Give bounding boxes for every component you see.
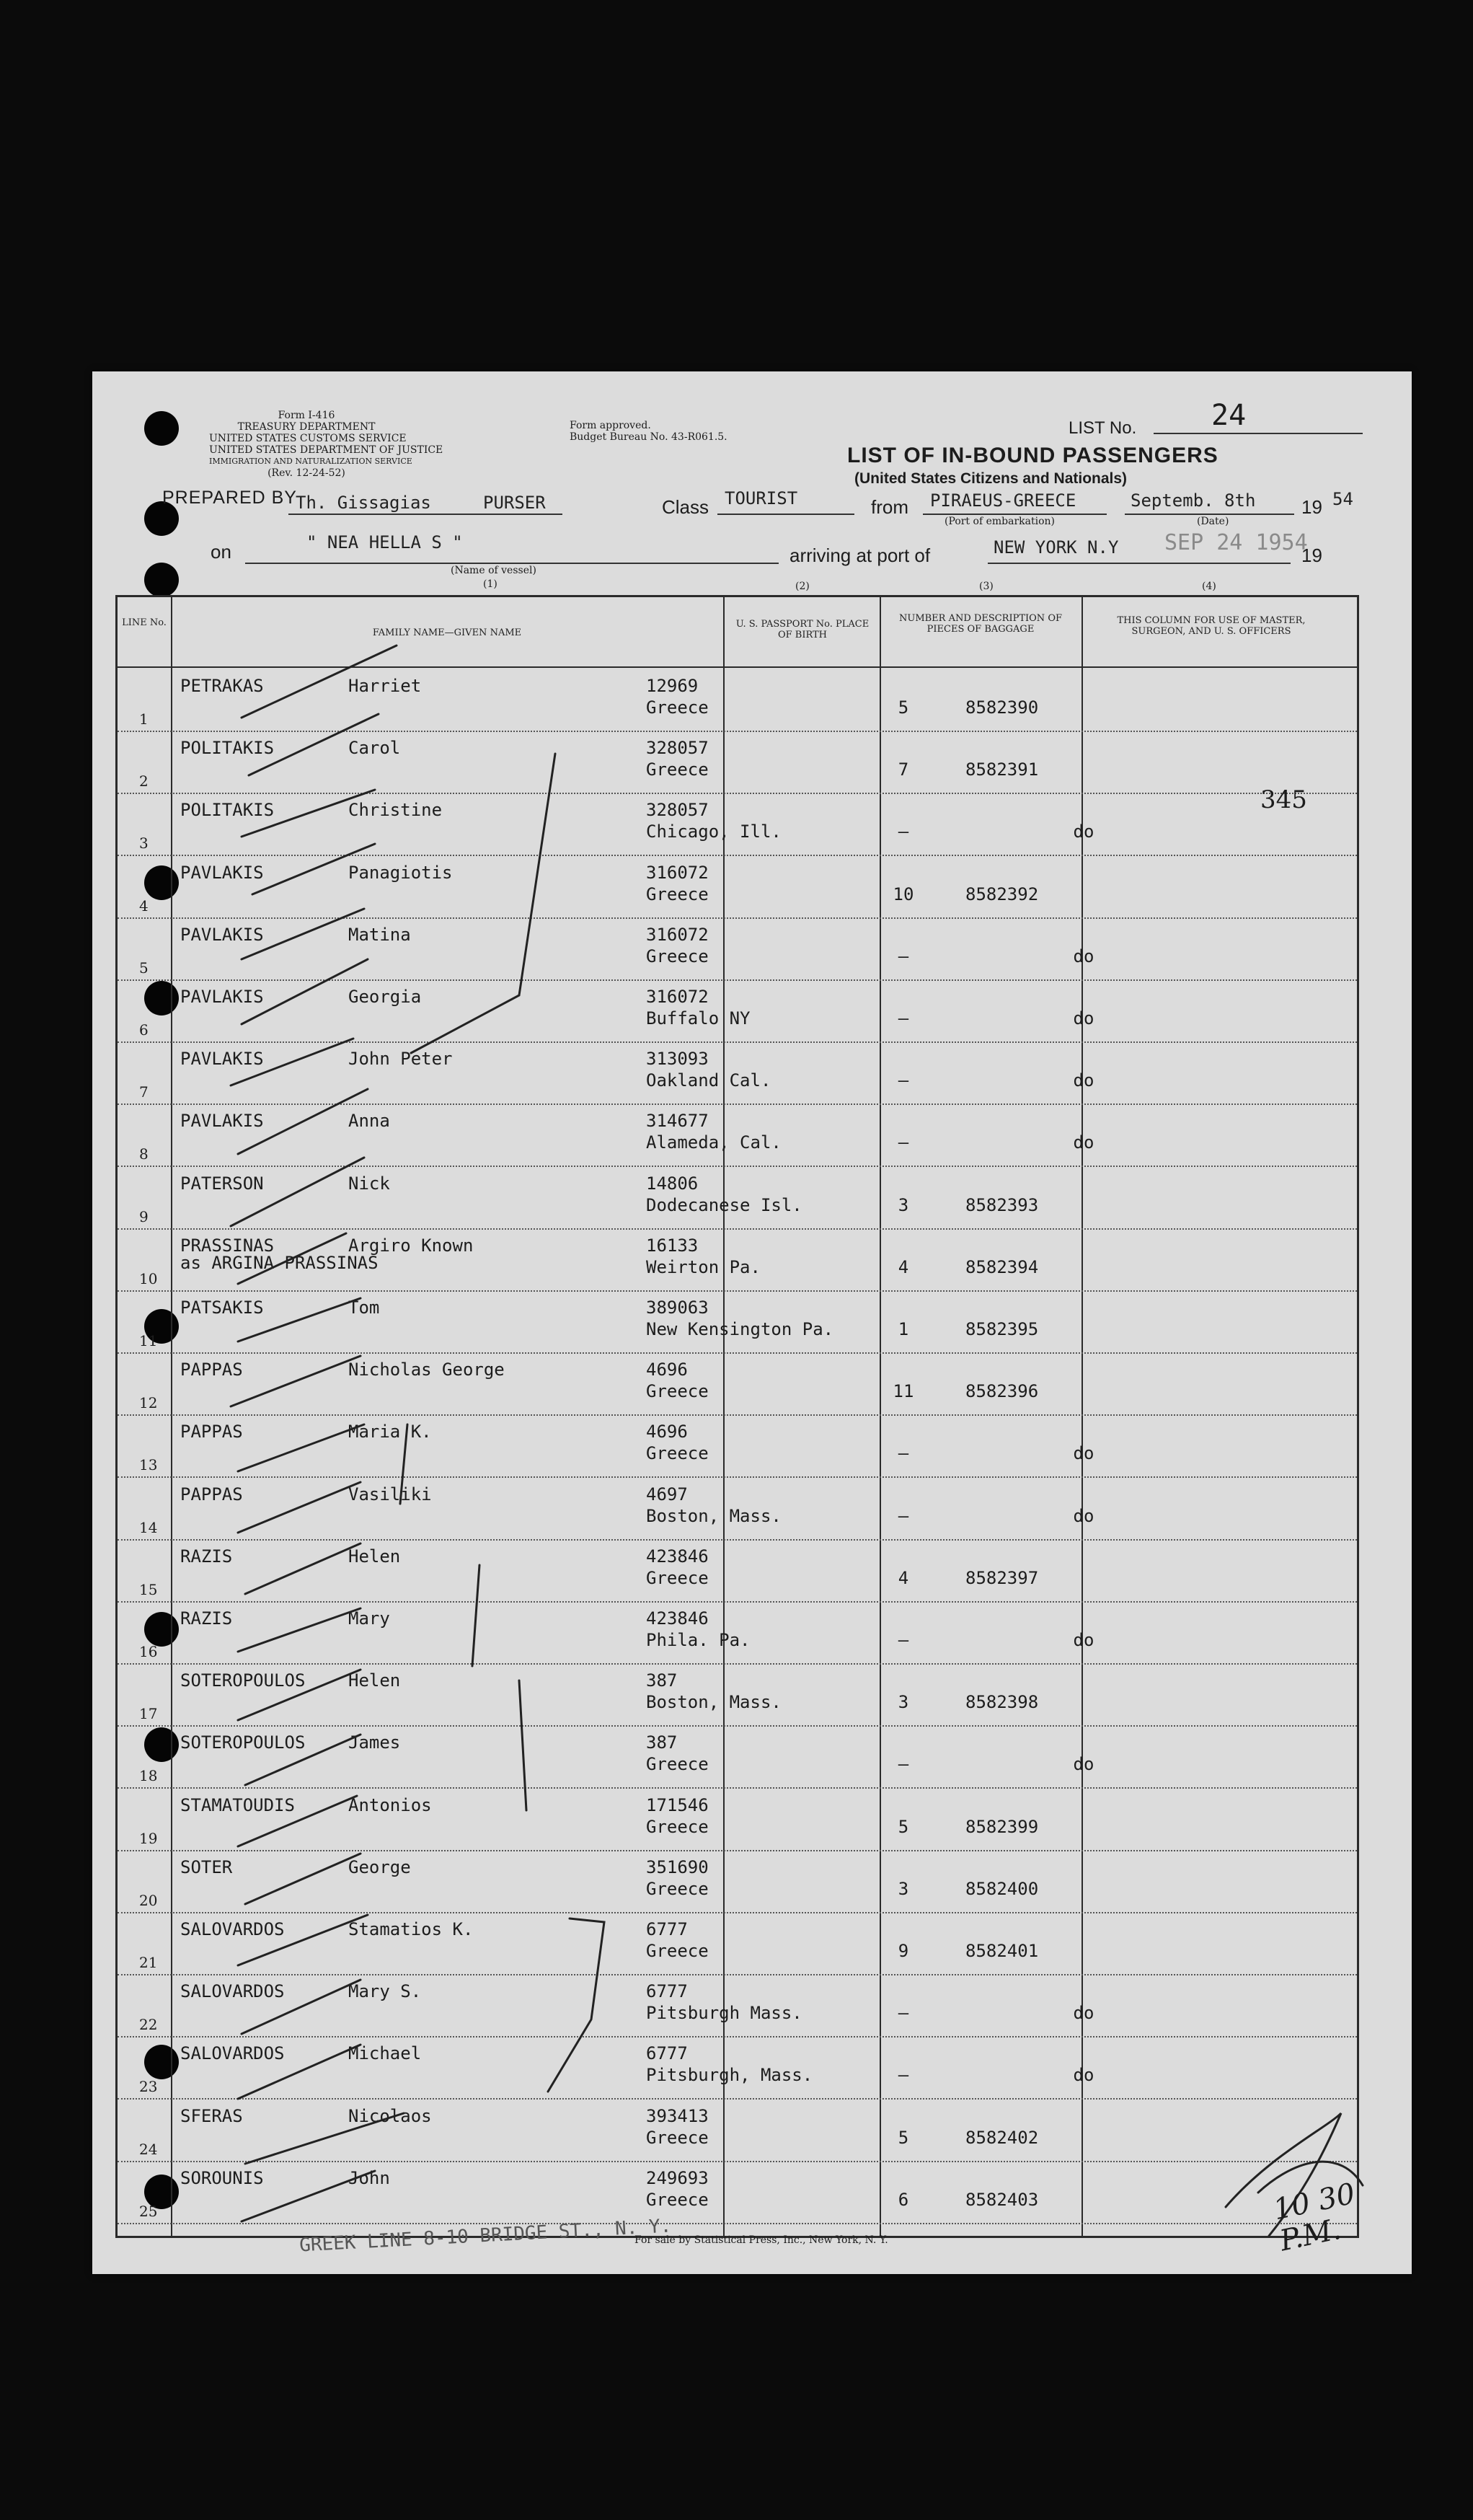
given-name: Michael: [348, 2043, 422, 2064]
passport-number: 316072: [646, 924, 709, 945]
line-number: 13: [139, 1456, 158, 1474]
place-of-birth: Greece: [646, 884, 709, 904]
passport-number: 6777: [646, 1981, 688, 2002]
vessel-name: " NEA HELLA S ": [306, 532, 463, 552]
baggage-count: –: [898, 2003, 909, 2024]
given-name: Mary S.: [348, 1981, 422, 2002]
given-name: Antonios: [348, 1794, 432, 1815]
line-number: 14: [139, 1518, 158, 1536]
officer-number: 8582396: [965, 1381, 1039, 1402]
name-note: as ARGINA PRASSINAS: [180, 1252, 379, 1273]
baggage-count: 11: [893, 1381, 914, 1402]
on-label: on: [211, 541, 231, 563]
officer-number: do: [1073, 2065, 1094, 2086]
place-of-birth: Greece: [646, 1754, 709, 1775]
family-name: PAVLAKIS: [180, 924, 264, 945]
officer-number: 8582395: [965, 1319, 1039, 1339]
baggage-count: –: [898, 1630, 909, 1650]
baggage-count: –: [898, 1008, 909, 1028]
family-name: SOTEROPOULOS: [180, 1670, 306, 1691]
form-title: LIST OF IN-BOUND PASSENGERS: [847, 444, 1218, 467]
year-value: 54: [1332, 489, 1353, 509]
place-of-birth: Greece: [646, 697, 709, 718]
place-of-birth: Alameda, Cal.: [646, 1132, 782, 1153]
header-baggage: NUMBER AND DESCRIPTION OF PIECES OF BAGGAGE: [898, 613, 1062, 635]
given-name: Matina: [348, 924, 411, 945]
given-name: Carol: [348, 738, 401, 759]
officer-number: 8582403: [965, 2189, 1039, 2210]
baggage-count: 5: [898, 697, 909, 718]
officer-number: 8582394: [965, 1256, 1039, 1277]
officer-number: 8582392: [965, 884, 1039, 904]
line-number: 16: [139, 1643, 158, 1660]
printer-note: For sale by Statistical Press, Inc., New York, N. Y.: [634, 2234, 888, 2246]
place-of-birth: Weirton Pa.: [646, 1256, 761, 1277]
header-line-no: LINE No.: [122, 617, 167, 628]
passport-number: 4696: [646, 1360, 688, 1380]
line-number: 15: [139, 1580, 158, 1598]
passport-number: 316072: [646, 987, 709, 1007]
place-of-birth: Buffalo NY: [646, 1008, 751, 1028]
passport-number: 328057: [646, 738, 709, 759]
baggage-count: 5: [898, 2127, 909, 2148]
officer-number: 8582398: [965, 1692, 1039, 1713]
family-name: PETRAKAS: [180, 676, 264, 696]
given-name: Tom: [348, 1298, 380, 1318]
passport-number: 316072: [646, 862, 709, 883]
col-number-4: (4): [1202, 581, 1216, 592]
officer-number: do: [1073, 1754, 1094, 1775]
baggage-count: 6: [898, 2189, 909, 2210]
baggage-count: –: [898, 1505, 909, 1526]
baggage-count: 9: [898, 1941, 909, 1961]
given-name: Nicolaos: [348, 2105, 432, 2126]
given-name: Helen: [348, 1546, 401, 1567]
line-number: 1: [139, 710, 149, 728]
budget-bureau: Budget Bureau No. 43-R061.5.: [570, 431, 727, 443]
date-value: Septemb. 8th: [1131, 490, 1256, 511]
baggage-count: –: [898, 821, 909, 842]
passport-number: 171546: [646, 1794, 709, 1815]
form-approved: Form approved.: [570, 420, 651, 431]
given-name: Nicholas George: [348, 1360, 505, 1380]
baggage-count: –: [898, 1132, 909, 1153]
passport-number: 387: [646, 1670, 678, 1691]
given-name: John: [348, 2167, 390, 2188]
place-of-birth: Greece: [646, 2189, 709, 2210]
officer-number: do: [1073, 946, 1094, 966]
line-number: 2: [139, 772, 149, 790]
place-of-birth: Boston, Mass.: [646, 1692, 782, 1713]
col-number-2: (2): [795, 581, 810, 592]
line-number: 10: [139, 1269, 158, 1287]
place-of-birth: New Kensington Pa.: [646, 1319, 834, 1339]
passport-number: 387: [646, 1732, 678, 1753]
given-name: Helen: [348, 1670, 401, 1691]
given-name: Harriet: [348, 676, 422, 696]
greek-line-stamp: GREEK LINE 8-10 BRIDGE ST., N. Y.: [298, 2215, 672, 2257]
given-name: Panagiotis: [348, 862, 453, 883]
from-value: PIRAEUS-GREECE: [930, 490, 1076, 511]
year-prefix-arrival: 19: [1301, 545, 1322, 566]
from-label: from: [871, 496, 908, 518]
given-name: Vasiliki: [348, 1484, 432, 1504]
given-name: John Peter: [348, 1049, 453, 1070]
officer-number: do: [1073, 1070, 1094, 1091]
given-name: James: [348, 1732, 401, 1753]
handwritten-time: 10 30 P.M.: [1270, 2177, 1358, 2258]
baggage-count: 5: [898, 1816, 909, 1837]
prepared-by-title: PURSER: [483, 493, 546, 513]
line-number: 22: [139, 2016, 158, 2034]
family-name: POLITAKIS: [180, 800, 275, 821]
line-number: 23: [139, 2078, 158, 2096]
arrival-port: NEW YORK N.Y: [994, 537, 1119, 558]
list-no-value: 24: [1211, 399, 1247, 432]
place-of-birth: Chicago, Ill.: [646, 821, 782, 842]
given-name: Christine: [348, 800, 443, 821]
list-no-label: LIST No.: [1069, 418, 1137, 438]
margin-note: 345: [1260, 785, 1307, 815]
baggage-count: –: [898, 2065, 909, 2086]
baggage-count: 1: [898, 1319, 909, 1339]
year-prefix: 19: [1301, 496, 1322, 518]
passport-number: 12969: [646, 676, 699, 696]
officer-number: 8582401: [965, 1941, 1039, 1961]
passport-number: 249693: [646, 2167, 709, 2188]
passport-number: 351690: [646, 1856, 709, 1877]
passport-number: 393413: [646, 2105, 709, 2126]
officer-number: do: [1073, 1008, 1094, 1028]
family-name: PAVLAKIS: [180, 1049, 264, 1070]
given-name: Stamatios K.: [348, 1919, 474, 1939]
family-name: SALOVARDOS: [180, 1919, 285, 1939]
officer-number: do: [1073, 2003, 1094, 2024]
baggage-count: 4: [898, 1256, 909, 1277]
family-name: PATERSON: [180, 1173, 264, 1194]
line-number: 17: [139, 1705, 158, 1723]
family-name: SOROUNIS: [180, 2167, 264, 2188]
line-number: 25: [139, 2202, 158, 2220]
baggage-count: 10: [893, 884, 914, 904]
baggage-count: –: [898, 946, 909, 966]
line-number: 24: [139, 2140, 158, 2158]
revision-line: (Rev. 12-24-52): [267, 467, 345, 479]
passport-number: 423846: [646, 1608, 709, 1629]
passport-number: 6777: [646, 1919, 688, 1939]
family-name: SOTEROPOULOS: [180, 1732, 306, 1753]
line-number: 12: [139, 1394, 158, 1412]
place-of-birth: Greece: [646, 759, 709, 780]
officer-number: 8582390: [965, 697, 1039, 718]
passport-number: 16133: [646, 1235, 699, 1256]
place-of-birth: Greece: [646, 1567, 709, 1588]
baggage-count: 3: [898, 1878, 909, 1899]
line-number: 5: [139, 959, 149, 977]
baggage-count: 4: [898, 1567, 909, 1588]
officer-number: do: [1073, 821, 1094, 842]
family-name: SFERAS: [180, 2105, 243, 2126]
officer-number: do: [1073, 1132, 1094, 1153]
date-caption: (Date): [1197, 516, 1229, 527]
prepared-by-label: PREPARED BY: [162, 488, 297, 508]
given-name: Mary: [348, 1608, 390, 1629]
form-number: Form I-416: [278, 410, 335, 421]
port-caption: (Port of embarkation): [945, 516, 1055, 527]
family-name: SALOVARDOS: [180, 1981, 285, 2002]
family-name: PAVLAKIS: [180, 1111, 264, 1132]
baggage-count: 3: [898, 1692, 909, 1713]
family-name: PAPPAS: [180, 1422, 243, 1442]
line-number: 3: [139, 834, 149, 853]
officer-number: do: [1073, 1505, 1094, 1526]
officer-number: do: [1073, 1630, 1094, 1650]
line-number: 4: [139, 896, 149, 915]
place-of-birth: Oakland Cal.: [646, 1070, 771, 1091]
arriving-label: arriving at port of: [789, 545, 931, 566]
officer-number: 8582393: [965, 1194, 1039, 1215]
line-number: 11: [139, 1332, 158, 1349]
passport-number: 6777: [646, 2043, 688, 2064]
form-subtitle: (United States Citizens and Nationals): [854, 470, 1128, 487]
family-name: SOTER: [180, 1856, 233, 1877]
officer-number: do: [1073, 1443, 1094, 1464]
passport-number: 313093: [646, 1049, 709, 1070]
line-number: 20: [139, 1891, 158, 1909]
passport-number: 328057: [646, 800, 709, 821]
given-name: Anna: [348, 1111, 390, 1132]
officer-number: 8582399: [965, 1816, 1039, 1837]
header-passport: U. S. PASSPORT No. PLACE OF BIRTH: [735, 619, 870, 640]
passport-number: 4697: [646, 1484, 688, 1504]
header-officers: THIS COLUMN FOR USE OF MASTER, SURGEON, AND U. S. OFFICERS: [1117, 615, 1306, 637]
vessel-caption: (Name of vessel): [451, 565, 536, 576]
baggage-count: –: [898, 1443, 909, 1464]
col-number-1: (1): [483, 578, 497, 590]
passport-number: 314677: [646, 1111, 709, 1132]
family-name: PAPPAS: [180, 1360, 243, 1380]
baggage-count: 7: [898, 759, 909, 780]
agency-line: UNITED STATES DEPARTMENT OF JUSTICE: [209, 444, 443, 456]
place-of-birth: Greece: [646, 1816, 709, 1837]
family-name: PRASSINAS: [180, 1235, 275, 1256]
baggage-count: –: [898, 1754, 909, 1775]
family-name: PAVLAKIS: [180, 987, 264, 1007]
passport-number: 4696: [646, 1422, 688, 1442]
family-name: RAZIS: [180, 1608, 233, 1629]
officer-number: 8582397: [965, 1567, 1039, 1588]
class-label: Class: [662, 496, 709, 518]
place-of-birth: Phila. Pa.: [646, 1630, 751, 1650]
agency-line: TREASURY DEPARTMENT: [237, 421, 376, 433]
family-name: PATSAKIS: [180, 1298, 264, 1318]
agency-line: IMMIGRATION AND NATURALIZATION SERVICE: [209, 457, 412, 466]
header-name: FAMILY NAME—GIVEN NAME: [372, 627, 522, 638]
line-number: 9: [139, 1207, 149, 1225]
family-name: SALOVARDOS: [180, 2043, 285, 2064]
place-of-birth: Greece: [646, 1941, 709, 1961]
line-number: 18: [139, 1767, 158, 1785]
given-name: Argiro Known: [348, 1235, 474, 1256]
place-of-birth: Greece: [646, 946, 709, 966]
agency-line: UNITED STATES CUSTOMS SERVICE: [209, 433, 407, 444]
passport-number: 423846: [646, 1546, 709, 1567]
class-value: TOURIST: [725, 488, 798, 508]
family-name: RAZIS: [180, 1546, 233, 1567]
family-name: PAVLAKIS: [180, 862, 264, 883]
baggage-count: 3: [898, 1194, 909, 1215]
given-name: George: [348, 1856, 411, 1877]
place-of-birth: Greece: [646, 2127, 709, 2148]
line-number: 6: [139, 1021, 149, 1039]
family-name: STAMATOUDIS: [180, 1794, 295, 1815]
place-of-birth: Greece: [646, 1878, 709, 1899]
passport-number: 14806: [646, 1173, 699, 1194]
family-name: POLITAKIS: [180, 738, 275, 759]
given-name: Nick: [348, 1173, 390, 1194]
line-number: 7: [139, 1083, 149, 1101]
place-of-birth: Greece: [646, 1381, 709, 1402]
officer-number: 8582400: [965, 1878, 1039, 1899]
given-name: Georgia: [348, 987, 422, 1007]
place-of-birth: Boston, Mass.: [646, 1505, 782, 1526]
line-number: 8: [139, 1145, 149, 1163]
baggage-count: –: [898, 1070, 909, 1091]
family-name: PAPPAS: [180, 1484, 243, 1504]
place-of-birth: Dodecanese Isl.: [646, 1194, 802, 1215]
officer-number: 8582391: [965, 759, 1039, 780]
place-of-birth: Pitsburgh Mass.: [646, 2003, 802, 2024]
arrival-date-stamp: SEP 24 1954: [1164, 530, 1308, 555]
passport-number: 389063: [646, 1298, 709, 1318]
place-of-birth: Greece: [646, 1443, 709, 1464]
place-of-birth: Pitsburgh, Mass.: [646, 2065, 813, 2086]
given-name: Maria K.: [348, 1422, 432, 1442]
col-number-3: (3): [979, 581, 994, 592]
line-number: 21: [139, 1954, 158, 1971]
line-number: 19: [139, 1829, 158, 1847]
officer-number: 8582402: [965, 2127, 1039, 2148]
prepared-by-name: Th. Gissagias: [296, 493, 431, 513]
